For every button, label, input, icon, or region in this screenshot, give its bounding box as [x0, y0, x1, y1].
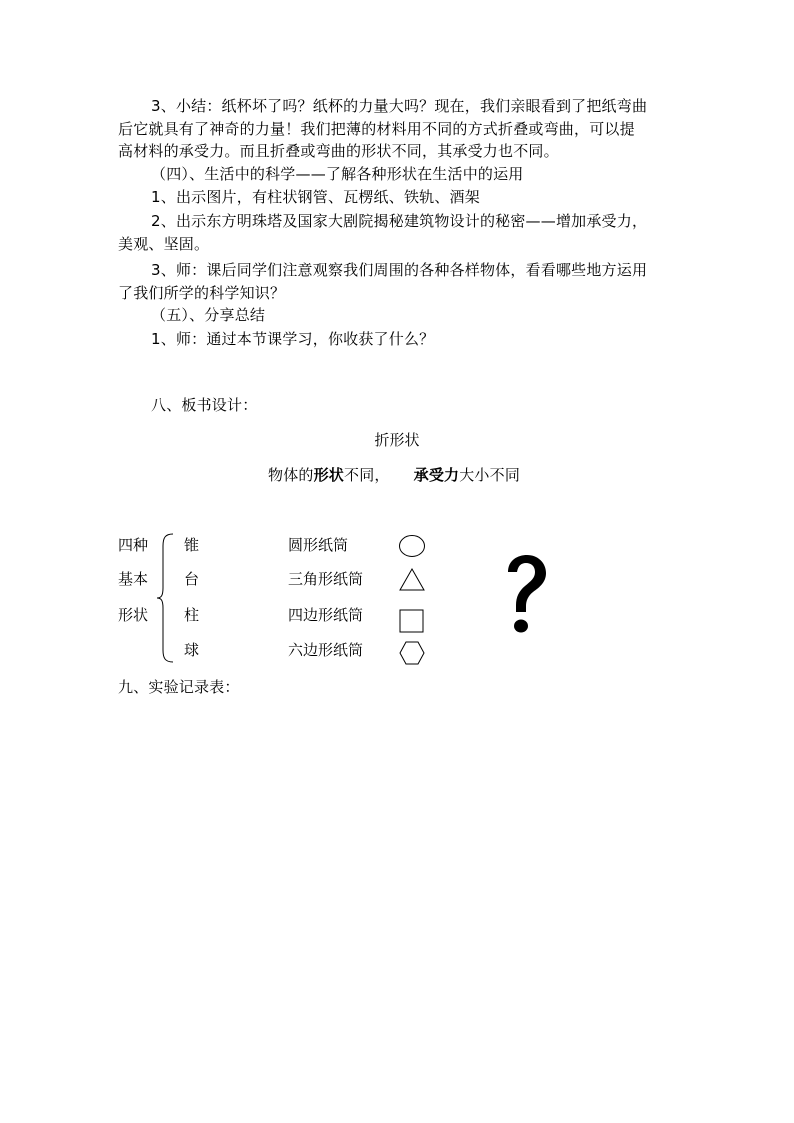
shape-cone: 锥 [184, 536, 200, 554]
board-heading: 八、板书设计： [151, 396, 258, 414]
board-title: 折形状 [374, 431, 420, 449]
shape-sphere: 球 [184, 641, 200, 659]
subtitle-bold-force: 承受力 [413, 466, 460, 484]
summary-line-3: 高材料的承受力。而且折叠或弯曲的形状不同，其承受力也不同。 [118, 142, 559, 160]
tube-triangle: 三角形纸筒 [288, 570, 364, 588]
shape-cylinder: 柱 [184, 606, 200, 624]
section-5-heading: （五）、分享总结 [151, 306, 266, 324]
subtitle-prefix: 物体的 [268, 466, 314, 484]
step-5: 1、师：通过本节课学习，你收获了什么？ [151, 330, 435, 348]
brace-icon [155, 532, 179, 664]
step-2-line-2: 美观、坚固。 [118, 235, 210, 253]
subtitle-middle: 不同， [344, 466, 390, 484]
left-label-1: 四种 [118, 536, 149, 554]
circle-icon [398, 533, 426, 559]
step-3-line-1: 3、师：课后同学们注意观察我们周围的各种各样物体，看看哪些地方运用 [151, 261, 648, 279]
step-1: 1、出示图片，有柱状钢管、瓦楞纸、铁轨、酒架 [151, 188, 480, 206]
left-label-2: 基本 [118, 570, 149, 588]
section-4-heading: （四）、生活中的科学——了解各种形状在生活中的运用 [151, 165, 524, 183]
tube-circle: 圆形纸筒 [288, 536, 349, 554]
summary-line-1: 3、小结：纸杯坏了吗？纸杯的力量大吗？现在，我们亲眼看到了把纸弯曲 [151, 97, 648, 115]
step-3-line-2: 了我们所学的科学知识？ [118, 284, 286, 302]
triangle-icon [398, 567, 426, 593]
shape-frustum: 台 [184, 570, 200, 588]
hexagon-icon [398, 640, 426, 666]
square-icon [398, 608, 426, 634]
step-2-line-1: 2、出示东方明珠塔及国家大剧院揭秘建筑物设计的秘密——增加承受力， [151, 212, 648, 230]
subtitle-suffix: 大小不同 [459, 466, 521, 484]
summary-line-2: 后它就具有了神奇的力量！我们把薄的材料用不同的方式折叠或弯曲，可以提 [118, 120, 635, 138]
left-label-3: 形状 [118, 606, 149, 624]
board-subtitle [268, 465, 520, 485]
tube-square: 四边形纸筒 [288, 606, 364, 624]
records-heading: 九、实验记录表： [118, 678, 240, 696]
subtitle-bold-shape: 形状 [313, 466, 345, 484]
tube-hexagon: 六边形纸筒 [288, 641, 364, 659]
question-mark-icon [500, 552, 550, 636]
